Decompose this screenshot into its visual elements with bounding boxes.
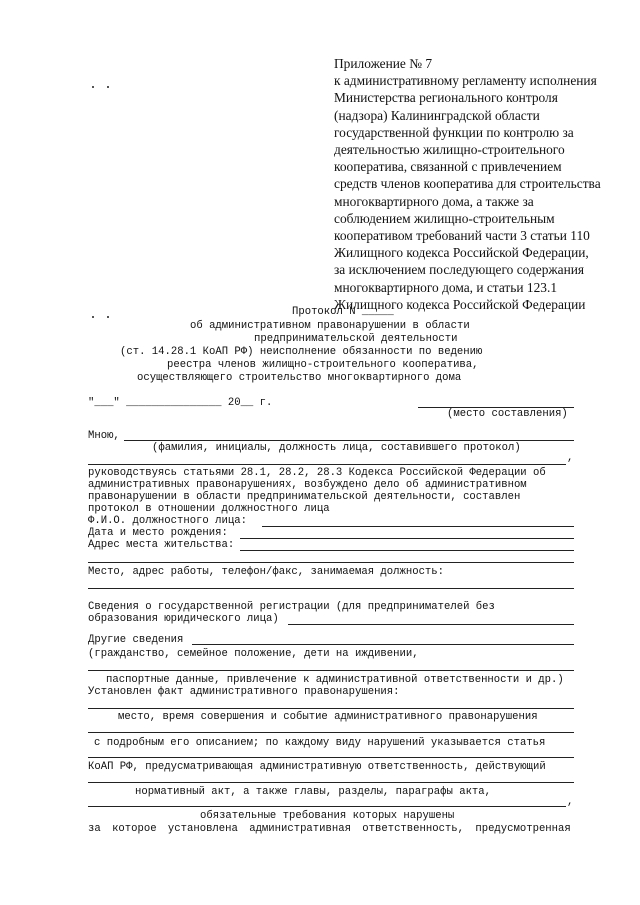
- other-caption: паспортные данные, привлечение к административной ответственности и др.): [106, 674, 564, 686]
- appendix-line: кооператива, связанной с привлечением: [334, 159, 562, 175]
- place-caption: (место составления): [447, 408, 568, 420]
- scan-speck: [107, 86, 109, 88]
- appendix-line: к административному регламенту исполнения: [334, 73, 597, 89]
- protocol-title: Протокол N _____: [292, 306, 394, 318]
- author-field-line-2[interactable]: [88, 464, 566, 465]
- body-line: протокол в отношении должностного лица: [88, 503, 330, 515]
- address-field[interactable]: [240, 550, 574, 551]
- protocol-subtitle: предпринимательской деятельности: [254, 333, 458, 345]
- fact-label: Установлен факт административного правонарушения:: [88, 686, 400, 698]
- fact-field-3[interactable]: [88, 757, 574, 758]
- protocol-subtitle: осуществляющего строительство многоквартирного дома: [137, 372, 462, 384]
- registration-line: образования юридического лица): [88, 613, 279, 625]
- body-line: за которое установлена административная ответственность, предусмотренная: [88, 823, 571, 835]
- appendix-line: средств членов кооператива для строительства: [334, 176, 601, 192]
- date-line: "___" _______________ 20__ г.: [88, 397, 273, 409]
- work-label: Место, адрес работы, телефон/факс, занимаемая должность:: [88, 566, 445, 578]
- body-line: административных правонарушениях, возбуждено дело об административном: [88, 479, 527, 491]
- comma: ,: [567, 452, 574, 464]
- appendix-line: государственной функции по контролю за: [334, 124, 574, 140]
- protocol-subtitle: (ст. 14.28.1 КоАП РФ) неисполнение обязанности по ведению: [120, 346, 483, 358]
- protocol-subtitle: реестра членов жилищно-строительного кооператива,: [167, 359, 479, 371]
- appendix-line: Приложение № 7: [334, 56, 433, 71]
- fact-field-4[interactable]: [88, 782, 574, 783]
- address-field-2[interactable]: [88, 562, 574, 563]
- scan-speck: [92, 86, 94, 88]
- fio-field[interactable]: [262, 526, 574, 527]
- work-field[interactable]: [88, 588, 574, 589]
- birth-field[interactable]: [240, 538, 574, 539]
- author-field-line[interactable]: [124, 440, 574, 441]
- other-field[interactable]: [192, 644, 574, 645]
- address-label: Адрес места жительства:: [88, 539, 235, 551]
- appendix-line: (надзора) Калининградской области: [334, 107, 540, 123]
- fact-caption: место, время совершения и событие административного правонарушения: [118, 711, 538, 723]
- scan-speck: [92, 316, 94, 318]
- other-caption: (гражданство, семейное положение, дети на иждивении,: [88, 648, 419, 660]
- registration-line: Сведения о государственной регистрации (для предпринимателей без: [88, 601, 495, 613]
- author-caption: (фамилия, инициалы, должность лица, составившего протокол): [152, 442, 521, 454]
- fio-label: Ф.И.О. должностного лица:: [88, 515, 247, 527]
- body-line: руководствуясь статьями 28.1, 28.2, 28.3 Кодекса Российской Федерации об: [88, 467, 546, 479]
- body-line: правонарушении в области предпринимательской деятельности, составлен: [88, 491, 521, 503]
- appendix-line: Жилищного кодекса Российской Федерации,: [334, 245, 589, 261]
- author-label: Мною,: [88, 430, 120, 442]
- appendix-line: деятельностью жилищно-строительного: [334, 142, 565, 158]
- scan-speck: [107, 316, 109, 318]
- fact-caption: с подробным его описанием; по каждому виду нарушений указывается статья: [94, 737, 546, 749]
- fact-field-5[interactable]: [88, 806, 566, 807]
- birth-label: Дата и место рождения:: [88, 527, 228, 539]
- appendix-line: многоквартирного дома, и статьи 123.1: [334, 279, 558, 295]
- protocol-subtitle: об административном правонарушении в области: [190, 320, 470, 332]
- appendix-line: за исключением последующего содержания: [334, 262, 585, 278]
- registration-field[interactable]: [288, 624, 574, 625]
- appendix-line: Жилищного кодекса Российской Федерации: [334, 296, 586, 312]
- appendix-line: кооперативом требований части 3 статьи 110: [334, 228, 590, 244]
- fact-caption: нормативный акт, а также главы, разделы, параграфы акта,: [135, 786, 492, 798]
- other-field-2[interactable]: [88, 670, 574, 671]
- fact-caption: КоАП РФ, предусматривающая административную ответственность, действующий: [88, 761, 546, 773]
- comma: ,: [567, 796, 574, 808]
- appendix-line: соблюдением жилищно-строительным: [334, 210, 555, 226]
- appendix-line: Министерства регионального контроля: [334, 90, 558, 106]
- fact-field-2[interactable]: [88, 732, 574, 733]
- appendix-line: многоквартирного дома, а также за: [334, 193, 534, 209]
- fact-field-1[interactable]: [88, 708, 574, 709]
- appendix-heading: [334, 55, 601, 313]
- fact-caption: обязательные требования которых нарушены: [200, 810, 455, 822]
- other-label: Другие сведения: [88, 634, 184, 646]
